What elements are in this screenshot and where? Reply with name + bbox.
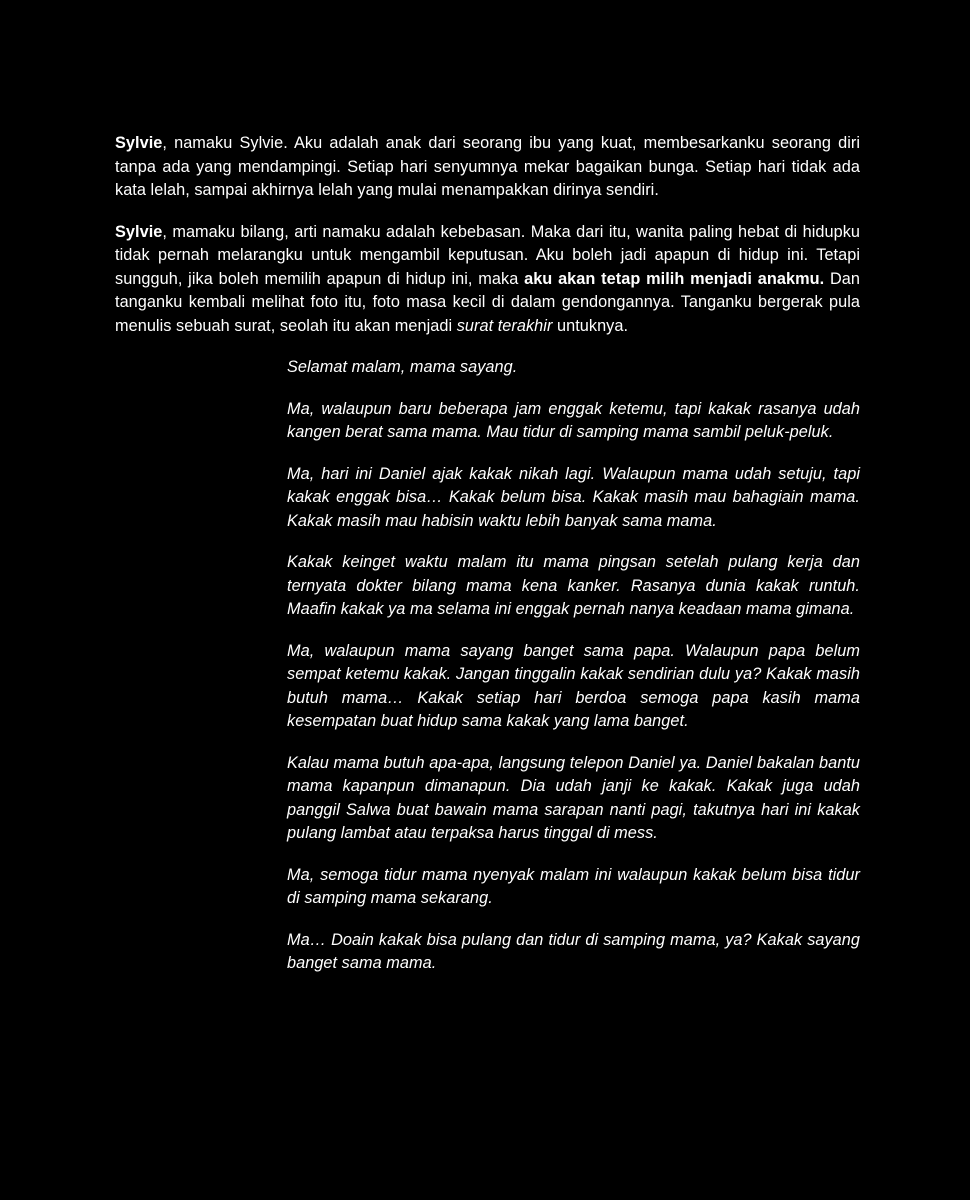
narration-paragraph-2	[115, 221, 860, 339]
character-name: Sylvie	[115, 222, 163, 241]
emphasis-italic: surat terakhir	[456, 316, 553, 335]
narration-section	[115, 132, 860, 356]
letter-paragraph: Ma, semoga tidur mama nyenyak malam ini walaupun kakak belum bisa tidur di samping mama sekarang.	[287, 865, 860, 907]
letter-paragraph: Ma, hari ini Daniel ajak kakak nikah lagi. Walaupun mama udah setuju, tapi kakak enggak bisa… Kakak belum bisa. Kakak masih mau bahagiain mama. Kakak masih mau habisin waktu lebih banyak sama mama.	[287, 464, 860, 530]
narration-text: , namaku Sylvie. Aku adalah anak dari seorang ibu yang kuat, membesarkanku seorang diri tanpa ada yang mendampingi. Setiap hari senyumnya mekar bagaikan bunga. Setiap hari tidak ada kata lelah, sampai akhirnya lelah yang mulai menampakkan dirinya sendiri.	[115, 134, 860, 199]
narration-paragraph-1	[115, 132, 860, 203]
letter-section	[287, 356, 860, 994]
letter-paragraph: Kakak keinget waktu malam itu mama pingsan setelah pulang kerja dan ternyata dokter bilang mama kena kanker. Rasanya dunia kakak runtuh. Maafin kakak ya ma selama ini enggak pernah nanya keadaan mama gimana.	[287, 553, 860, 618]
letter-paragraph: Kalau mama butuh apa-apa, langsung telepon Daniel ya. Daniel bakalan bantu mama kapanpun dimanapun. Dia udah janji ke kakak. Kakak juga udah panggil Salwa buat bawain mama sarapan nanti pagi, takutnya hari ini kakak pulang lambat atau terpaksa harus tinggal di mess.	[287, 753, 860, 842]
letter-greeting: Selamat malam, mama sayang.	[287, 358, 518, 376]
narration-text: Dan tanganku kembali melihat foto itu, foto masa kecil di dalam gendongannya. Tanganku bergerak pula menulis sebuah surat, seolah itu akan menjadi	[115, 269, 860, 335]
emphasis-bold: aku akan tetap milih menjadi anakmu.	[524, 269, 825, 288]
narration-text: , mamaku bilang, arti namaku adalah kebebasan. Maka dari itu, wanita paling hebat di hidupku tidak pernah melarangku untuk mengambil keputusan. Aku boleh jadi apapun di hidup ini. Tetapi sungguh, jika boleh memilih apapun di hidup ini, maka	[115, 222, 860, 288]
character-name: Sylvie	[115, 134, 163, 152]
narration-text: untuknya.	[552, 316, 629, 335]
letter-closing: Ma… Doain kakak bisa pulang dan tidur di samping mama, ya? Kakak sayang banget sama mama.	[287, 930, 860, 972]
letter-paragraph: Ma, walaupun mama sayang banget sama papa. Walaupun papa belum sempat ketemu kakak. Jangan tinggalin kakak sendirian dulu ya? Kakak masih butuh mama… Kakak setiap hari berdoa semoga papa kasih mama kesempatan buat hidup sama kakak yang lama banget.	[287, 641, 860, 730]
letter-paragraph: Ma, walaupun baru beberapa jam enggak ketemu, tapi kakak rasanya udah kangen berat sama mama. Mau tidur di samping mama sambil peluk-peluk.	[287, 399, 860, 441]
